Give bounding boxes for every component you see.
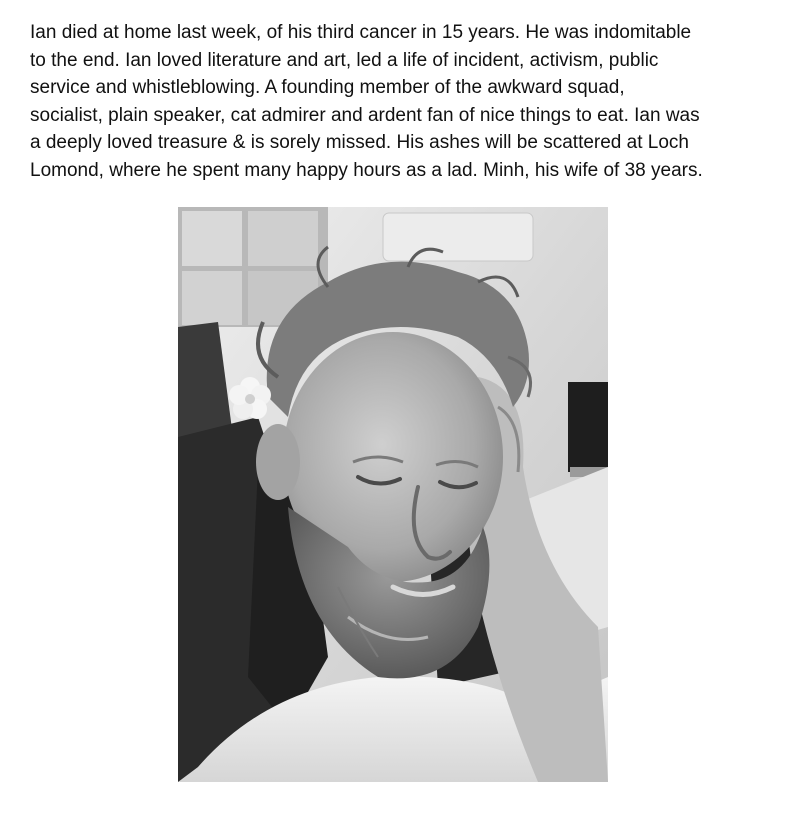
portrait-illustration <box>178 207 608 782</box>
obituary-line: a deeply loved treasure & is sorely missed. His ashes will be scattered at Loch <box>30 132 689 153</box>
obituary-line: socialist, plain speaker, cat admirer and ardent fan of nice things to eat. Ian was <box>30 104 700 126</box>
obituary-line: to the end. Ian loved literature and art, led a life of incident, activism, public <box>30 49 659 71</box>
portrait-photo <box>178 207 608 782</box>
obituary-line: Ian died at home last week, of his third cancer in 15 years. He was indomitable <box>30 22 692 43</box>
obituary-line: Lomond, where he spent many happy hours as a lad. Minh, his wife of 38 years. <box>30 159 703 181</box>
obituary-line: service and whistleblowing. A founding member of the awkward squad, <box>30 77 625 98</box>
obituary-text <box>30 19 770 184</box>
